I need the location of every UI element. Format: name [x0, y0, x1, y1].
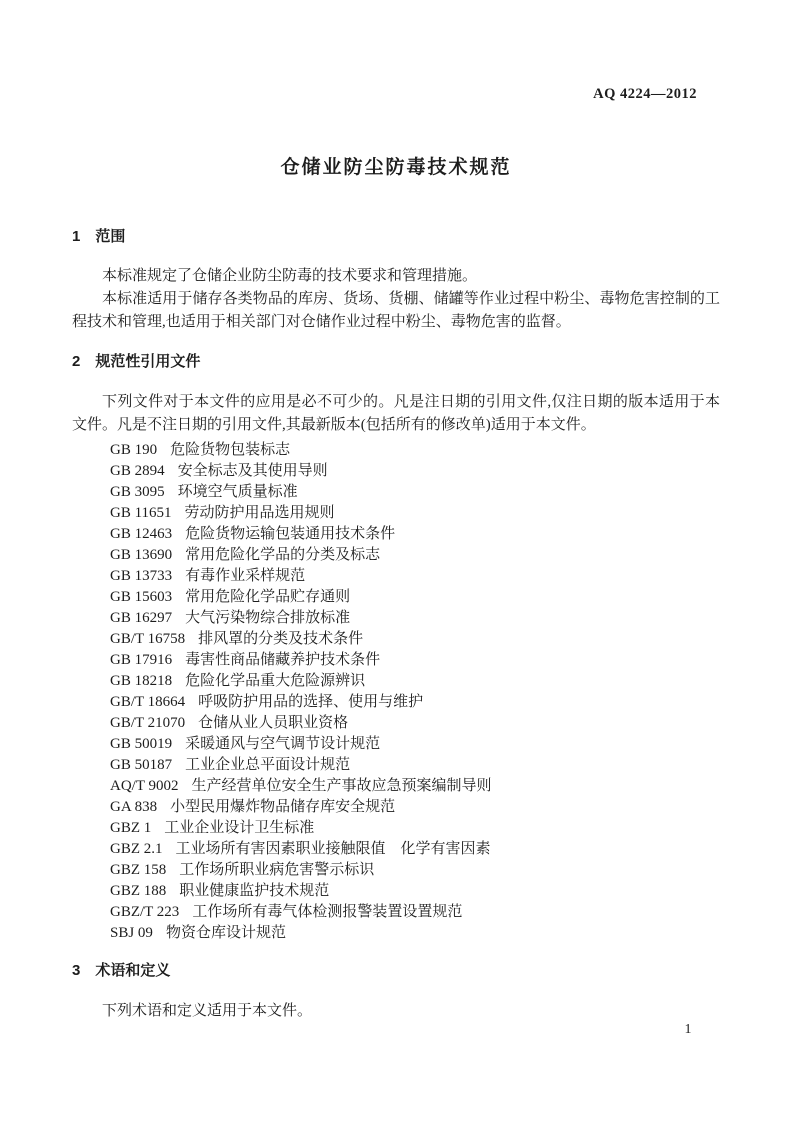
reference-code: GBZ/T 223	[110, 904, 180, 920]
reference-title: 工业企业总平面设计规范	[185, 757, 351, 773]
reference-item	[72, 440, 720, 461]
reference-item	[72, 692, 720, 713]
reference-item	[72, 881, 720, 902]
reference-code: GB/T 18664	[110, 694, 186, 710]
reference-code: GB 190	[110, 442, 158, 458]
reference-code: GBZ 1	[110, 820, 152, 836]
reference-item	[72, 587, 720, 608]
references-intro-paragraph: 下列文件对于本文件的应用是必不可少的。凡是注日期的引用文件,仅注日期的版本适用于本文件。凡是不注日期的引用文件,其最新版本(包括所有的修改单)适用于本文件。	[72, 394, 720, 433]
reference-title: 危险化学品重大危险源辨识	[185, 673, 366, 689]
reference-item	[72, 545, 720, 566]
reference-title: 仓储从业人员职业资格	[198, 715, 349, 731]
reference-code: GB 18218	[110, 673, 173, 689]
section-2-heading: 2 规范性引用文件	[72, 353, 201, 370]
page-number: 1	[684, 1022, 692, 1037]
reference-code: GBZ 188	[110, 883, 167, 899]
reference-title: 工作场所有毒气体检测报警装置设置规范	[192, 904, 463, 920]
reference-item	[72, 650, 720, 671]
reference-item	[72, 860, 720, 881]
reference-item	[72, 818, 720, 839]
reference-item	[72, 524, 720, 545]
reference-code: GB/T 21070	[110, 715, 186, 731]
reference-title: 采暖通风与空气调节设计规范	[185, 736, 381, 752]
section-3-heading: 3 术语和定义	[72, 962, 171, 979]
reference-item	[72, 713, 720, 734]
reference-code: GB 13733	[110, 568, 173, 584]
reference-title: 毒害性商品储藏养护技术条件	[185, 652, 381, 668]
reference-code: GB 15603	[110, 589, 173, 605]
reference-title: 工业场所有害因素职业接触限值 化学有害因素	[175, 841, 491, 857]
reference-title: 大气污染物综合排放标准	[185, 610, 351, 626]
reference-title: 常用危险化学品的分类及标志	[185, 547, 381, 563]
reference-item	[72, 902, 720, 923]
reference-title: 工作场所职业病危害警示标识	[179, 862, 375, 878]
reference-list	[72, 440, 720, 944]
reference-code: GB 16297	[110, 610, 173, 626]
reference-item	[72, 734, 720, 755]
reference-item	[72, 629, 720, 650]
reference-title: 职业健康监护技术规范	[179, 883, 330, 899]
reference-item	[72, 461, 720, 482]
reference-item	[72, 671, 720, 692]
reference-title: 有毒作业采样规范	[185, 568, 306, 584]
reference-title: 常用危险化学品贮存通则	[185, 589, 351, 605]
reference-code: GB 50187	[110, 757, 173, 773]
scope-paragraph-1: 本标准规定了仓储企业防尘防毒的技术要求和管理措施。	[102, 268, 478, 284]
reference-item	[72, 503, 720, 524]
reference-code: GB 13690	[110, 547, 173, 563]
reference-title: 危险货物包装标志	[170, 442, 291, 458]
reference-title: 危险货物运输包装通用技术条件	[185, 526, 396, 542]
reference-title: 安全标志及其使用导则	[177, 463, 328, 479]
document-title: 仓储业防尘防毒技术规范	[280, 157, 512, 178]
reference-code: GB/T 16758	[110, 631, 186, 647]
reference-code: GB 50019	[110, 736, 173, 752]
reference-code: GA 838	[110, 799, 158, 815]
reference-item	[72, 797, 720, 818]
reference-title: 小型民用爆炸物品储存库安全规范	[170, 799, 396, 815]
reference-title: 劳动防护用品选用规则	[184, 505, 335, 521]
reference-item	[72, 776, 720, 797]
reference-item	[72, 923, 720, 944]
terms-paragraph: 下列术语和定义适用于本文件。	[102, 1003, 313, 1019]
reference-code: GBZ 158	[110, 862, 167, 878]
reference-item	[72, 482, 720, 503]
reference-title: 工业企业设计卫生标准	[164, 820, 315, 836]
reference-item	[72, 839, 720, 860]
reference-code: GB 3095	[110, 484, 165, 500]
reference-title: 排风罩的分类及技术条件	[198, 631, 364, 647]
reference-code: SBJ 09	[110, 925, 153, 941]
reference-title: 生产经营单位安全生产事故应急预案编制导则	[191, 778, 492, 794]
reference-code: GB 11651	[110, 505, 172, 521]
section-1-heading: 1 范围	[72, 228, 126, 245]
reference-item	[72, 608, 720, 629]
reference-code: GB 12463	[110, 526, 173, 542]
reference-code: GB 2894	[110, 463, 165, 479]
reference-title: 物资仓库设计规范	[165, 925, 286, 941]
reference-title: 环境空气质量标准	[177, 484, 298, 500]
reference-code: GB 17916	[110, 652, 173, 668]
scope-paragraph-2: 本标准适用于储存各类物品的库房、货场、货棚、储罐等作业过程中粉尘、毒物危害控制的工程技术和管理,也适用于相关部门对仓储作业过程中粉尘、毒物危害的监督。	[72, 291, 720, 330]
reference-code: GBZ 2.1	[110, 841, 163, 857]
reference-item	[72, 755, 720, 776]
standard-code: AQ 4224—2012	[593, 86, 697, 102]
reference-item	[72, 566, 720, 587]
reference-title: 呼吸防护用品的选择、使用与维护	[198, 694, 424, 710]
reference-code: AQ/T 9002	[110, 778, 179, 794]
